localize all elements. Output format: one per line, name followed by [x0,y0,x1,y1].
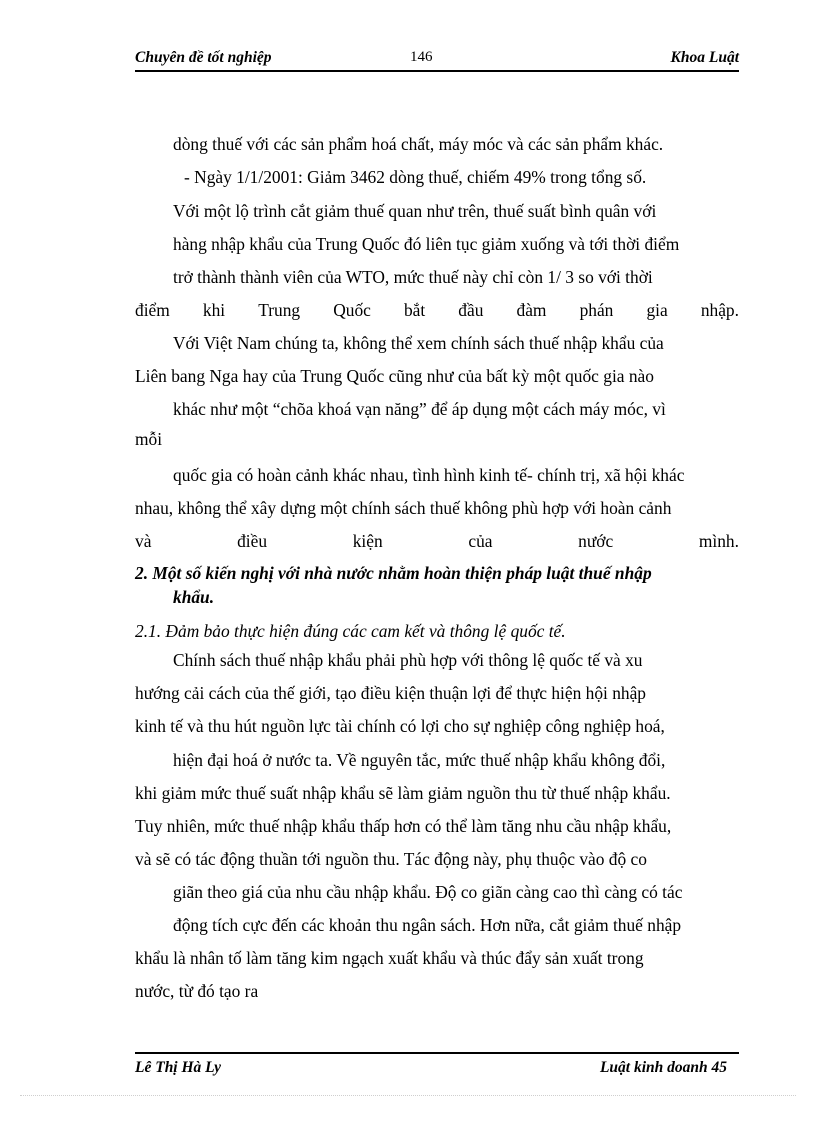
text-line: quốc gia có hoàn cảnh khác nhau, tình hình kinh tế- chính trị, xã hội khác [173,465,685,485]
text-line: Với Việt Nam chúng ta, không thể xem chính sách thuế nhập khẩu của [173,333,664,353]
word: kiện [352,531,383,551]
word: gia [646,300,668,320]
text-line: - Ngày 1/1/2001: Giảm 3462 dòng thuế, chiếm 49% trong tổng số. [184,167,647,187]
text-line: hàng nhập khẩu của Trung Quốc đó liên tục giảm xuống và tới thời điểm [173,234,680,254]
text-line: Với một lộ trình cắt giảm thuế quan như trên, thuế suất bình quân với [173,201,657,221]
text-line-justified [135,530,739,552]
text-line: động tích cực đến các khoản thu ngân sách. Hơn nữa, cắt giảm thuế nhập [173,915,682,935]
text-line: khi giảm mức thuế suất nhập khẩu sẽ làm giảm nguồn thu từ thuế nhập khẩu. [135,783,671,803]
text-line-justified [135,299,739,321]
page-number: 146 [410,49,433,65]
text-line: nhau, không thể xây dựng một chính sách thuế không phù hợp với hoàn cảnh [135,498,672,518]
word: mình. [698,531,739,551]
text-line: khác như một “chõa khoá vạn năng” để áp dụng một cách máy móc, vì [173,399,666,419]
footer-author: Lê Thị Hà Ly [135,1059,221,1076]
word: Trung [258,300,301,320]
word: nước [578,531,614,551]
word: bắt [403,300,426,320]
word: khi [202,300,226,320]
text-line: Chính sách thuế nhập khẩu phải phù hợp với thông lệ quốc tế và xu [173,650,643,670]
subsection-heading: 2.1. Đảm bảo thực hiện đúng các cam kết và thông lệ quốc tế. [135,621,566,641]
page-bottom-divider [20,1095,796,1096]
text-line: hiện đại hoá ở nước ta. Về nguyên tắc, mức thuế nhập khẩu không đổi, [173,750,666,770]
word: điểm [135,300,170,320]
header-title: Chuyên đề tốt nghiệp [135,49,272,66]
text-line: dòng thuế với các sản phẩm hoá chất, máy móc và các sản phẩm khác. [173,134,664,154]
word: phán [579,300,614,320]
section-heading-cont: khẩu. [173,587,215,607]
text-line: Tuy nhiên, mức thuế nhập khẩu thấp hơn có thể làm tăng nhu cầu nhập khẩu, [135,816,672,836]
word: của [468,531,493,551]
section-heading: 2. Một số kiến nghị với nhà nước nhằm hoàn thiện pháp luật thuế nhập [135,563,652,583]
text-line: khẩu là nhân tố làm tăng kim ngạch xuất khẩu và thúc đẩy sản xuất trong [135,948,644,968]
text-line: mỗi [135,429,163,449]
text-line: trở thành thành viên của WTO, mức thuế này chỉ còn 1/ 3 so với thời [173,267,653,287]
text-line: và sẽ có tác động thuần tới nguồn thu. Tác động này, phụ thuộc vào độ co [135,849,647,869]
text-line: kinh tế và thu hút nguồn lực tài chính có lợi cho sự nghiệp công nghiệp hoá, [135,716,665,736]
word: nhập. [700,300,739,320]
word: Quốc [333,300,371,320]
word: điều [237,531,268,551]
word: đàm [516,300,547,320]
page-header [135,48,739,72]
header-faculty: Khoa Luật [670,49,739,66]
text-line: Liên bang Nga hay của Trung Quốc cũng như của bất kỳ một quốc gia nào [135,366,654,386]
page-footer [135,1052,739,1080]
word: đầu [458,300,484,320]
footer-class: Luật kinh doanh 45 [599,1059,727,1076]
text-line: nước, từ đó tạo ra [135,981,259,1001]
text-line: giãn theo giá của nhu cầu nhập khẩu. Độ co giãn càng cao thì càng có tác [173,882,683,902]
word: và [135,531,152,551]
text-line: hướng cải cách của thế giới, tạo điều kiện thuận lợi để thực hiện hội nhập [135,683,647,703]
